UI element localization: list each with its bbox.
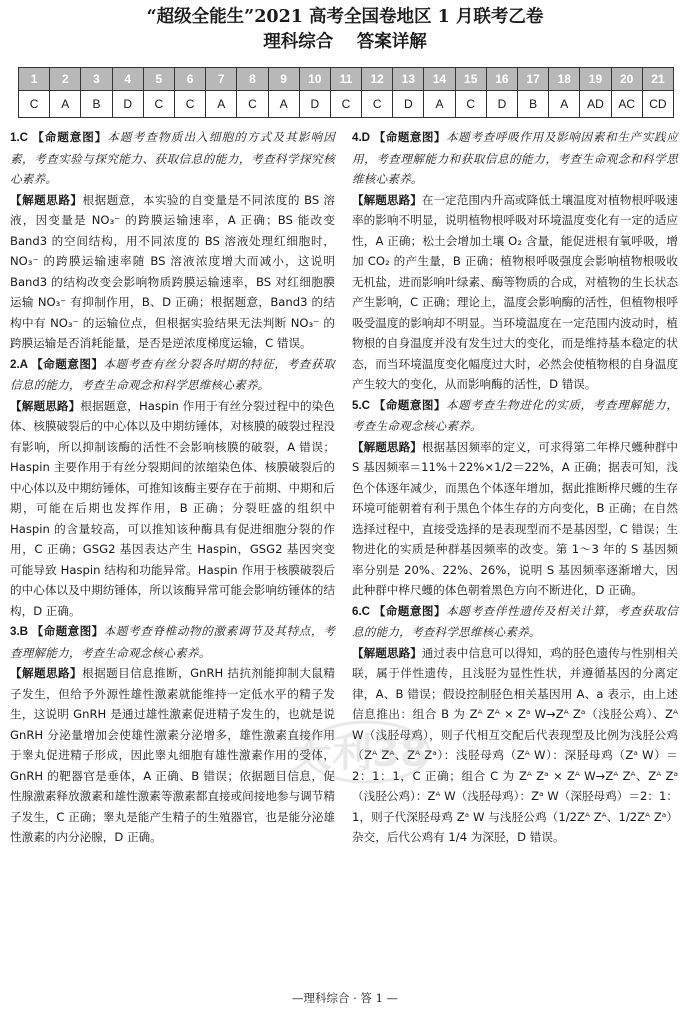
- question-number-cell: 12: [362, 68, 393, 91]
- intent-label: 【命题意图】: [373, 397, 446, 412]
- question-number-cell: 15: [455, 68, 486, 91]
- answer-cell: D: [486, 91, 517, 118]
- svg-text:天利38: 天利38: [292, 730, 428, 776]
- document-subtitle: 理科综合 答案详解: [263, 32, 427, 52]
- question-number-cell: 17: [518, 68, 549, 91]
- analysis-text: 在一定范围内升高或降低土壤温度对植物根呼吸速率的影响不明显，说明植物根呼吸对环境温度变化有一定的适应性，A 正确；松土会增加土壤 O₂ 含量，能促进根有氧呼吸，增加 CO₂ 的产生量，B 正确；植物根呼吸强度会影响植物根吸收无机盐，进而影响叶绿素、酶等物质的合成，对植物的生长状态产生影响，C 正确；理论上，温度会影响酶的活性，但植物根呼吸受温度的影响却不明显。当环境温度在一定范围内波动时，植物根的自身温度并没有发生过大的变化，而是维持基本稳定的状态，而当环境温度变化幅度过大时，必然会使植物根的自身温度产生较大的变化，从而影响酶的活性，D 错误。: [352, 192, 678, 391]
- answer-cell: C: [143, 91, 174, 118]
- question-number-cell: 14: [424, 68, 455, 91]
- question-number-cell: 13: [393, 68, 424, 91]
- question-number-cell: 9: [268, 68, 299, 91]
- question-number-cell: 2: [50, 68, 81, 91]
- answer-cell: A: [424, 91, 455, 118]
- intent-text: 本题考查呼吸作用及影响因素和生产实践应用，考查理解能力和获取信息的能力，考查生命观念和科学思维核心素养。: [352, 130, 678, 186]
- analysis-label: 【解题思路】: [352, 645, 422, 660]
- question-number-cell: 10: [299, 68, 330, 91]
- analysis-label: 【解题思路】: [352, 439, 422, 454]
- answer-cell: A: [268, 91, 299, 118]
- answer-cell: C: [330, 91, 361, 118]
- question-number: 1.C: [10, 131, 33, 144]
- intent-label: 【命题意图】: [32, 130, 108, 144]
- question-number-cell: 11: [330, 68, 361, 91]
- answer-cell: AD: [580, 91, 611, 118]
- answer-row: [19, 91, 674, 118]
- intent-label: 【命题意图】: [373, 130, 446, 144]
- analysis-text: 根据题意，本实验的自变量是不同浓度的 BS 溶液，因变量是 NO₃⁻ 的跨膜运输速率，A 正确；BS 能改变 Band3 的空间结构，用不同浓度的 BS 溶液处理红细胞时，NO₃⁻ 的跨膜运输速率随 BS 溶液浓度增大而减小，这说明 Band3 的结构改变会影响物质跨膜运输速率，BS 对红细胞膜运输 NO₃⁻ 有抑制作用，B、D 正确；根据题意，Band3 的结构中有 NO₃⁻ 的运输位点，但根据实验结果无法判断 NO₃⁻ 的跨膜运输是否消耗能量，是否是逆浓度梯度运输，C 错误。: [10, 192, 335, 350]
- analysis-paragraph: [352, 437, 678, 601]
- analysis-text: 通过表中信息可以得知，鸡的胫色遗传与性别相关联，属于伴性遗传，且浅胫为显性性状，并遵循基因的分离定律，A、B 错误；假设控制胫色相关基因用 A、a 表示，由上述信息推出：组合 B 为 Zᴬ Zᴬ × Zᵃ W→Zᴬ Zᵃ（浅胫公鸡）、Zᴬ W（浅胫母鸡），则子代相互交配后代表现型及比例为浅胫公鸡（Zᴬ Zᴬ、Zᴬ Zᵃ）：浅胫母鸡（Zᴬ W）：深胫母鸡（Zᵃ W）＝2：1：1，C 正确；组合 C 为 Zᴬ Zᵃ × Zᴬ W→Zᴬ Zᴬ、Zᴬ Zᵃ（浅胫公鸡）：Zᴬ W（浅胫母鸡）：Zᵃ W（深胫母鸡）＝2：1：1，则子代深胫母鸡 Zᵃ W 与浅胫公鸡（1/2Zᴬ Zᴬ、1/2Zᴬ Zᵃ）杂交，后代公鸡有 1/4 为深胫，D 错误。: [352, 645, 678, 844]
- watermark-logo: [272, 716, 432, 786]
- analysis-label: 【解题思路】: [10, 192, 83, 207]
- question-number-cell: 5: [143, 68, 174, 91]
- intent-text: 本题考查物质出入细胞的方式及其影响因素，考查实验与探究能力、获取信息的能力，考查科学探究核心素养。: [10, 130, 335, 186]
- intent-label: 【命题意图】: [31, 624, 104, 638]
- question-number-cell: 7: [206, 68, 237, 91]
- question-number: 2.A: [10, 357, 32, 371]
- question-number: 6.C: [352, 604, 374, 618]
- explanation-item: [10, 354, 335, 622]
- question-number-cell: 16: [486, 68, 517, 91]
- analysis-paragraph: [10, 190, 335, 354]
- answer-cell: D: [299, 91, 330, 118]
- answer-cell: CD: [642, 91, 673, 118]
- explanation-item: [352, 127, 678, 395]
- question-number-cell: 6: [174, 68, 205, 91]
- analysis-label: 【解题思路】: [10, 398, 81, 413]
- question-number: 4.D: [352, 131, 374, 144]
- answer-cell: A: [206, 91, 237, 118]
- explanation-item: [352, 395, 678, 601]
- analysis-label: 【解题思路】: [352, 192, 422, 207]
- answer-cell: C: [362, 91, 393, 118]
- question-number: 3.B: [10, 625, 32, 638]
- question-number-cell: 8: [237, 68, 268, 91]
- answer-cell: C: [174, 91, 205, 118]
- page-footer: —理科综合 · 答 1 —: [291, 991, 399, 1005]
- question-number-cell: 19: [580, 68, 611, 91]
- intent-text: 本题考查生物进化的实质，考查理解能力，考查生命观念核心素养。: [352, 397, 678, 433]
- analysis-paragraph: [352, 190, 678, 395]
- answer-key-table: [18, 67, 674, 118]
- answer-cell: A: [50, 91, 81, 118]
- answer-cell: C: [19, 91, 50, 118]
- analysis-label: 【解题思路】: [10, 666, 83, 680]
- intent-text: 本题考查伴性遗传及相关计算，考查获取信息的能力，考查科学思维核心素养。: [352, 603, 678, 639]
- analysis-text: 根据基因频率的定义，可求得第二年桦尺蠖种群中 S 基因频率＝11%＋22%×1/2＝22%，A 正确；据表可知，浅色个体逐年减少，而黑色个体逐年增加，据此推断桦尺蠖的生存环境可能朝着有利于黑色个体生存的方向变化，B 正确；在自然选择过程中，直接受选择的是表现型而不是基因型，C 错误；生物进化的实质是种群基因频率的改变。第 1～3 年的 S 基因频率分别是 20%、22%、26%，说明 S 基因频率逐渐增大，因此种群中桦尺蠖的体色朝着黑色方向不断进化，D 正确。: [352, 439, 678, 597]
- intent-label: 【命题意图】: [31, 356, 104, 371]
- answer-cell: B: [81, 91, 112, 118]
- analysis-text: 根据题意，Haspin 作用于有丝分裂过程中的染色体、核膜破裂后的中心体以及中期纺锤体，对核膜的破裂过程没有影响，所以抑制该酶的活性不会影响核膜的破裂，A 错误；Haspin 主要作用于有丝分裂期间的浓缩染色体、核膜破裂后的中心体以及中期纺锤体，可推知该酶主要存在于前期、中期和后期，可能在后期也发挥作用，B 正确；分裂旺盛的组织中 Haspin 的含量较高，可以推知该种酶具有促进细胞分裂的作用，C 正确；GSG2 基因表达产生 Haspin，GSG2 基因突变可能导致 Haspin 结构和功能异常。Haspin 作用于核膜破裂后的中心体以及中期纺锤体，所以该酶异常可能会影响纺锤体的结构，D 正确。: [10, 398, 335, 618]
- answer-cell: A: [549, 91, 580, 118]
- intent-paragraph: [10, 127, 335, 190]
- question-number-cell: 20: [611, 68, 642, 91]
- intent-paragraph: [352, 395, 678, 437]
- question-number-cell: 3: [81, 68, 112, 91]
- intent-paragraph: [10, 354, 335, 396]
- answer-cell: AC: [611, 91, 642, 118]
- question-number-cell: 1: [19, 68, 50, 91]
- answer-cell: D: [393, 91, 424, 118]
- intent-paragraph: [10, 621, 335, 663]
- intent-text: 本题考查有丝分裂各时期的特征，考查获取信息的能力，考查生命观念和科学思维核心素养。: [10, 356, 335, 392]
- answer-cell: B: [518, 91, 549, 118]
- question-number-cell: 4: [112, 68, 143, 91]
- answer-cell: C: [455, 91, 486, 118]
- intent-paragraph: [352, 601, 678, 643]
- answer-cell: D: [112, 91, 143, 118]
- intent-paragraph: [352, 127, 678, 190]
- explanation-item: [10, 127, 335, 354]
- analysis-text: 根据题目信息推断，GnRH 拮抗剂能抑制大鼠精子发生，但给予外源性雄性激素就能维持一定低水平的精子发生，这说明 GnRH 是通过雄性激素促进精子发生的，也就是说 GnRH 分泌量增加会使雄性激素分泌增多，雄性激素直接作用于睾丸促进精子形成，因此睾丸细胞有雄性激素作用的受体，GnRH 的靶器官是垂体，A 正确、B 错误；依据题目信息，促性腺激素释放激素和雄性激素等激素都直接或间接地参与调节精子发生，C 正确；睾丸是能产生精子的生殖器官，也是能分泌雄性激素的内分泌腺，D 正确。: [10, 666, 335, 844]
- question-number-row: [19, 68, 674, 91]
- intent-text: 本题考查脊椎动物的激素调节及其特点，考查理解能力，考查生命观念核心素养。: [10, 624, 335, 660]
- document-title: “超级全能生”2021 高考全国卷地区 1 月联考乙卷: [146, 7, 544, 27]
- answer-cell: C: [237, 91, 268, 118]
- question-number-cell: 21: [642, 68, 673, 91]
- analysis-paragraph: [10, 396, 335, 622]
- question-number-cell: 18: [549, 68, 580, 91]
- intent-label: 【命题意图】: [373, 603, 446, 618]
- question-number: 5.C: [352, 398, 374, 412]
